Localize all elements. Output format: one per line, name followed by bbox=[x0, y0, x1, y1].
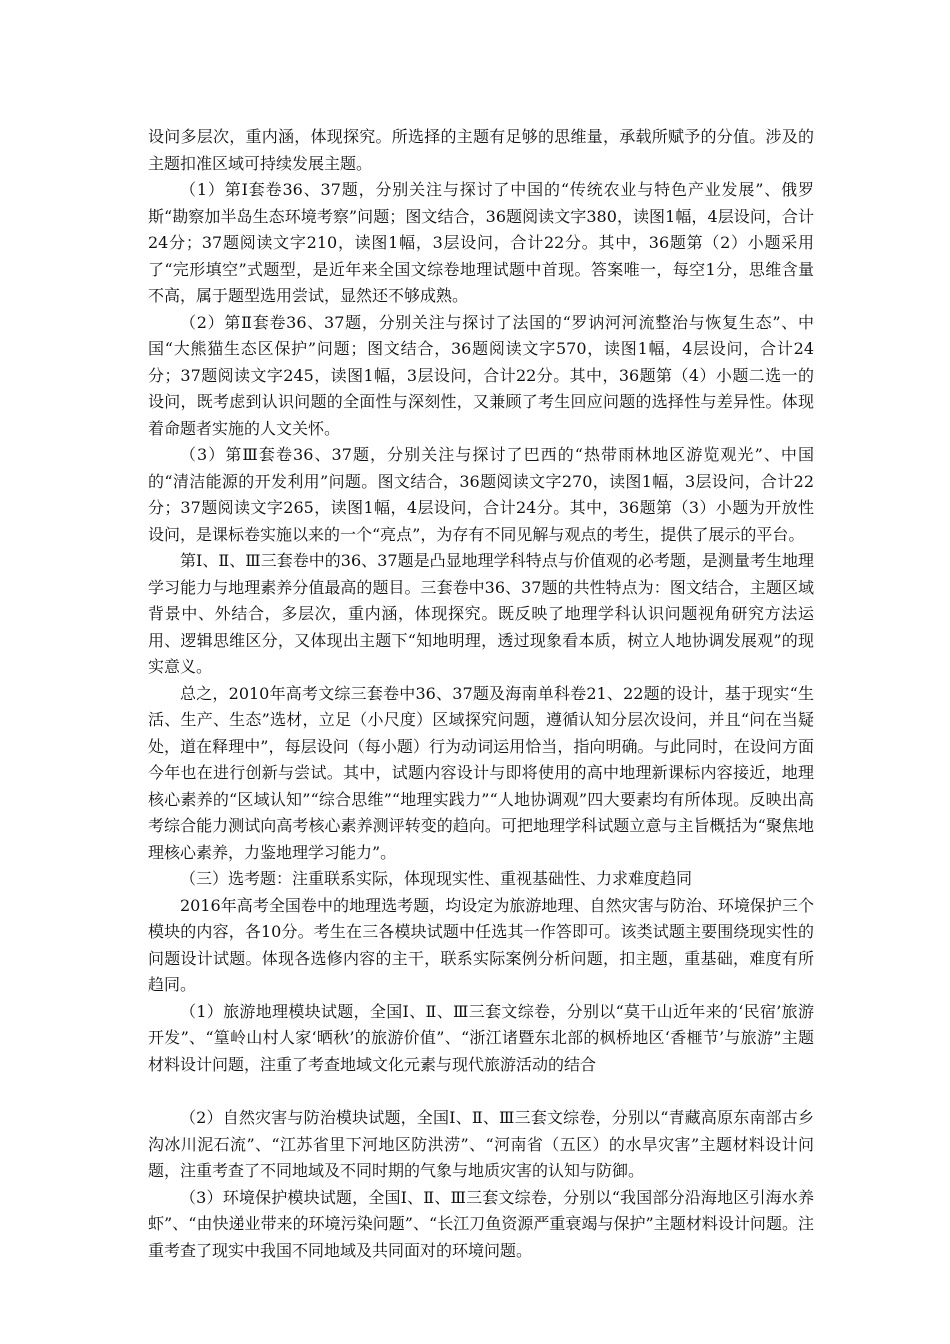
section-heading: （三）选考题：注重联系实际，体现现实性、重视基础性、力求难度趋同 bbox=[180, 869, 693, 888]
paragraph-10: （3）环境保护模块试题，全国Ⅰ、Ⅱ、Ⅲ三套文综卷，分别以“我国部分沿海地区引海水养虾”、“由快递业带来的环境污染问题”、“长江刀鱼资源严重衰竭与保护”主题材料设计问题。注重考查了现实中我国不同地域及共同面对的环境问题。 bbox=[148, 1187, 814, 1260]
paragraph-8: （1）旅游地理模块试题，全国Ⅰ、Ⅱ、Ⅲ三套文综卷，分别以“莫干山近年来的‘民宿’旅游开发”、“篁岭山村人家‘晒秋’的旅游价值”、“浙江诸暨东北部的枫桥地区‘香榧节’与旅游”主题材料设计问题，注重了考查地域文化元素与现代旅游活动的结合 bbox=[148, 1001, 814, 1074]
paragraph-1: 设问多层次，重内涵，体现探究。所选择的主题有足够的思维量，承载所赋予的分值。涉及的主题扣准区域可持续发展主题。 bbox=[148, 127, 814, 173]
paragraph-6: 总之，2010年高考文综三套卷中36、37题及海南单科卷21、22题的设计，基于现实“生活、生产、生态”选材，立足（小尺度）区域探究问题，遵循认知分层次设问，并且“问在当疑处，道在释理中”，每层设问（每小题）行为动词运用恰当，指向明确。与此同时，在设问方面今年也在进行创新与尝试。其中，试题内容设计与即将使用的高中地理新课标内容接近，地理核心素养的“区域认知”“综合思维”“地理实践力”“人地协调观”四大要素均有所体现。反映出高考综合能力测试向高考核心素养测评转变的趋向。可把地理学科试题立意与主旨概括为“聚焦地理核心素养，力鉴地理学习能力”。 bbox=[148, 683, 814, 862]
paragraph-5: 第Ⅰ、Ⅱ、Ⅲ三套卷中的36、37题是凸显地理学科特点与价值观的必考题，是测量考生地理学习能力与地理素养分值最高的题目。三套卷中36、37题的共性特点为：图文结合，主题区域背景中、外结合，多层次，重内涵，体现探究。既反映了地理学科认识问题视角研究方法运用、逻辑思维区分，又体现出主题下“知地明理，透过现象看本质，树立人地协调发展观”的现实意义。 bbox=[148, 551, 814, 676]
paragraph-7: 2016年高考全国卷中的地理选考题，均设定为旅游地理、自然灾害与防治、环境保护三个模块的内容，各10分。考生在三各模块试题中任选其一作答即可。该类试题主要围绕现实性的问题设计试题。体现各选修内容的主干，联系实际案例分析问题，扣主题，重基础，难度有所趋同。 bbox=[148, 895, 814, 994]
paragraph-9: （2）自然灾害与防治模块试题，全国Ⅰ、Ⅱ、Ⅲ三套文综卷，分别以“青藏高原东南部古乡沟冰川泥石流”、“江苏省里下河地区防洪涝”、“河南省（五区）的水旱灾害”主题材料设计问题，注重考查了不同地域及不同时期的气象与地质灾害的认知与防御。 bbox=[148, 1108, 814, 1180]
paragraph-2: （1）第Ⅰ套卷36、37题，分别关注与探讨了中国的“传统农业与特色产业发展”、俄罗斯“勘察加半岛生态环境考察”问题；图文结合，36题阅读文字380，读图1幅，4层设问，合计24分；37题阅读文字210，读图1幅，3层设问，合计22分。其中，36题第（2）小题采用了“完形填空”式题型，是近年来全国文综卷地理试题中首现。答案唯一，每空1分，思维含量不高，属于题型选用尝试，显然还不够成熟。 bbox=[148, 180, 814, 305]
paragraph-4: （3）第Ⅲ套卷36、37题，分别关注与探讨了巴西的“热带雨林地区游览观光”、中国的“清洁能源的开发利用”问题。图文结合，36题阅读文字270，读图1幅，3层设问，合计22分；37题阅读文字265，读图1幅，4层设问，合计24分。其中，36题第（3）小题为开放性设问，是课标卷实施以来的一个“亮点”，为存有不同见解与观点的考生，提供了展示的平台。 bbox=[148, 445, 814, 544]
paragraph-3: （2）第Ⅱ套卷36、37题，分别关注与探讨了法国的“罗讷河河流整治与恢复生态”、中国“大熊猫生态区保护”问题；图文结合，36题阅读文字570，读图1幅，4层设问，合计24分；37题阅读文字245，读图1幅，3层设问，合计22分。其中，36题第（4）小题二选一的设问，既考虑到认识问题的全面性与深刻性，又兼顾了考生回应问题的选择性与差异性。体现着命题者实施的人文关怀。 bbox=[148, 312, 814, 438]
document-body bbox=[148, 124, 814, 1264]
paragraph-spacer bbox=[148, 1078, 814, 1105]
